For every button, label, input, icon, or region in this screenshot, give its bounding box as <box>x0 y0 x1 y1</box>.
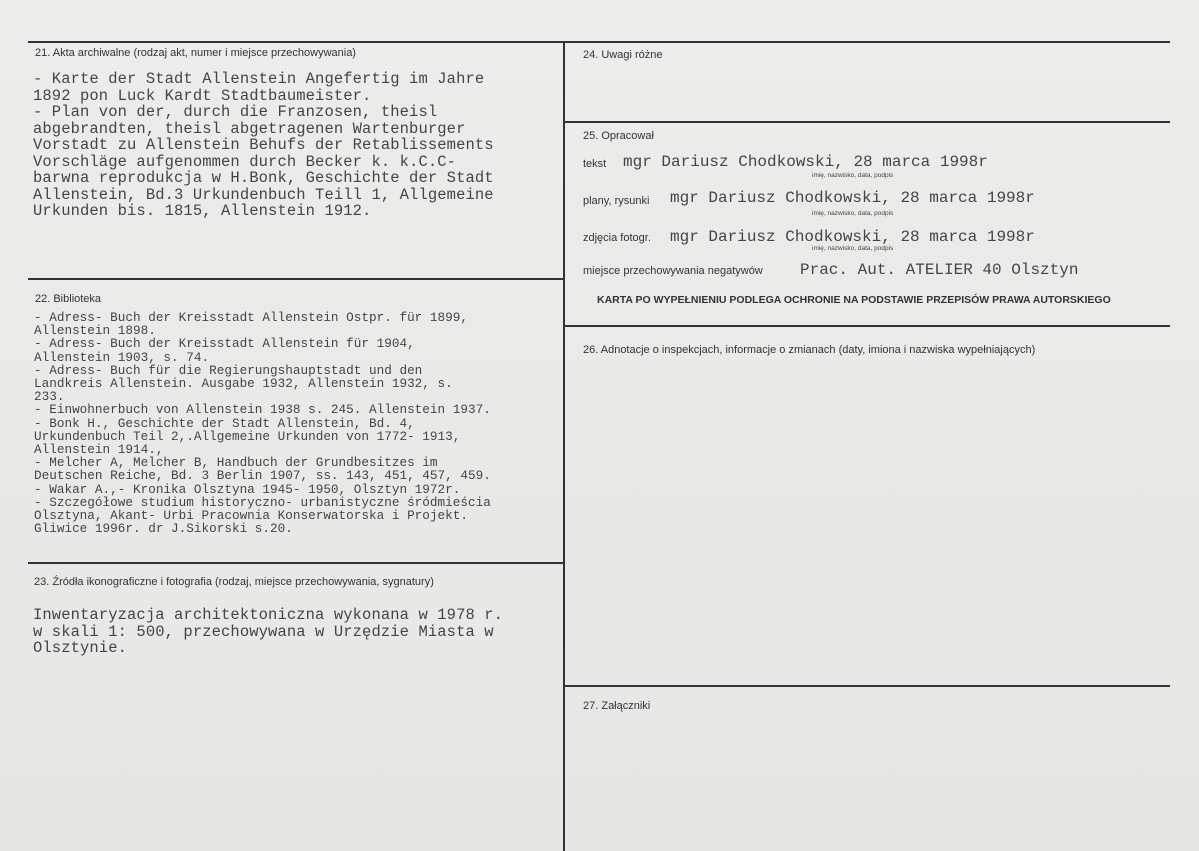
divider-25-26 <box>564 325 1170 327</box>
photos-author-hint: imię, nazwisko, data, podpis <box>812 245 894 252</box>
center-divider <box>563 41 565 851</box>
photos-author-value: mgr Dariusz Chodkowski, 28 marca 1998r <box>670 228 1035 246</box>
text-author-value: mgr Dariusz Chodkowski, 28 marca 1998r <box>623 153 988 171</box>
text-author-label: tekst <box>583 158 607 170</box>
section-22-text: - Adress- Buch der Kreisstadt Allenstein Ostpr. für 1899, Allenstein 1898. - Adress- Buch der Kreisstadt Allenstein für 1904, Allenstein 1903, s. 74. - Adress- Buch für die Regierungshauptstadt und den Landkreis Allenstein. Ausgabe 1932, Allenstein 1932, s. 233. - Einwohnerbuch von Allenstein 1938 s. 245. Allenstein 1937. - Bonk H., Geschichte der Stadt Allenstein, Bd. 4, Urkundenbuch Teil 2,.Allgemeine Urkunden von 1772- 1913, Allenstein 1914., - Melcher A, Melcher B, Handbuch der Grundbesitzes im Deutschen Reiche, Bd. 3 Berlin 1907, ss. 143, 451, 457, 459. - Wakar A.,- Kronika Olsztyna 1945- 1950, Olsztyn 1972r. - Szczegółowe studium historyczno- urbanistyczne śródmieścia Olsztyna, Akant- Urbi Pracownia Konserwatorska i Projekt. Gliwice 1996r. dr J.Sikorski s.20. <box>34 310 491 537</box>
section-22-title: 22. Biblioteka <box>35 293 102 305</box>
section-23-title: 23. Źródła ikonograficzne i fotografia (rodzaj, miejsce przechowywania, sygnatury) <box>34 576 434 588</box>
section-23-text: Inwentaryzacja architektoniczna wykonana w 1978 r. w skali 1: 500, przechowywana w Urzędzie Miasta w Olsztynie. <box>33 606 504 657</box>
copyright-note: KARTA PO WYPEŁNIENIU PODLEGA OCHRONIE NA PODSTAWIE PRZEPISÓW PRAWA AUTORSKIEGO <box>597 294 1111 306</box>
negatives-value: Prac. Aut. ATELIER 40 Olsztyn <box>800 261 1079 279</box>
divider-22-23 <box>28 562 564 564</box>
section-21-title: 21. Akta archiwalne (rodzaj akt, numer i miejsce przechowywania) <box>35 47 356 59</box>
text-author-hint: imię, nazwisko, data, podpis <box>812 172 894 179</box>
divider-26-27 <box>564 685 1170 687</box>
photos-author-label: zdjęcia fotogr. <box>583 232 651 244</box>
divider-21-22 <box>28 278 564 280</box>
negatives-label: miejsce przechowywania negatywów <box>583 265 763 277</box>
section-27-title: 27. Załączniki <box>583 700 651 712</box>
divider-24-25 <box>564 121 1170 123</box>
section-25-title: 25. Opracował <box>583 130 654 142</box>
top-border <box>28 41 1170 43</box>
section-21-text: - Karte der Stadt Allenstein Angefertig im Jahre 1892 pon Luck Kardt Stadtbaumeister. - Plan von der, durch die Franzosen, theisl abgebrandten, theisl abgetragenen Wartenburger Vorstadt zu Allenstein Behufs der Retablissements Vorschläge aufgenommen durch Becker k. k.C.C- barwna reprodukcja w H.Bonk, Geschichte der Stadt Allenstein, Bd.3 Urkundenbuch Teill 1, Allgemeine Urkunden bis. 1815, Allenstein 1912. <box>33 70 494 220</box>
section-24-title: 24. Uwagi różne <box>583 49 663 61</box>
section-26-title: 26. Adnotacje o inspekcjach, informacje o zmianach (daty, imiona i nazwiska wypełniających) <box>583 344 1036 356</box>
drawings-author-hint: imię, nazwisko, data, podpis <box>812 210 894 217</box>
drawings-author-label: plany, rysunki <box>583 195 650 207</box>
drawings-author-value: mgr Dariusz Chodkowski, 28 marca 1998r <box>670 189 1035 207</box>
